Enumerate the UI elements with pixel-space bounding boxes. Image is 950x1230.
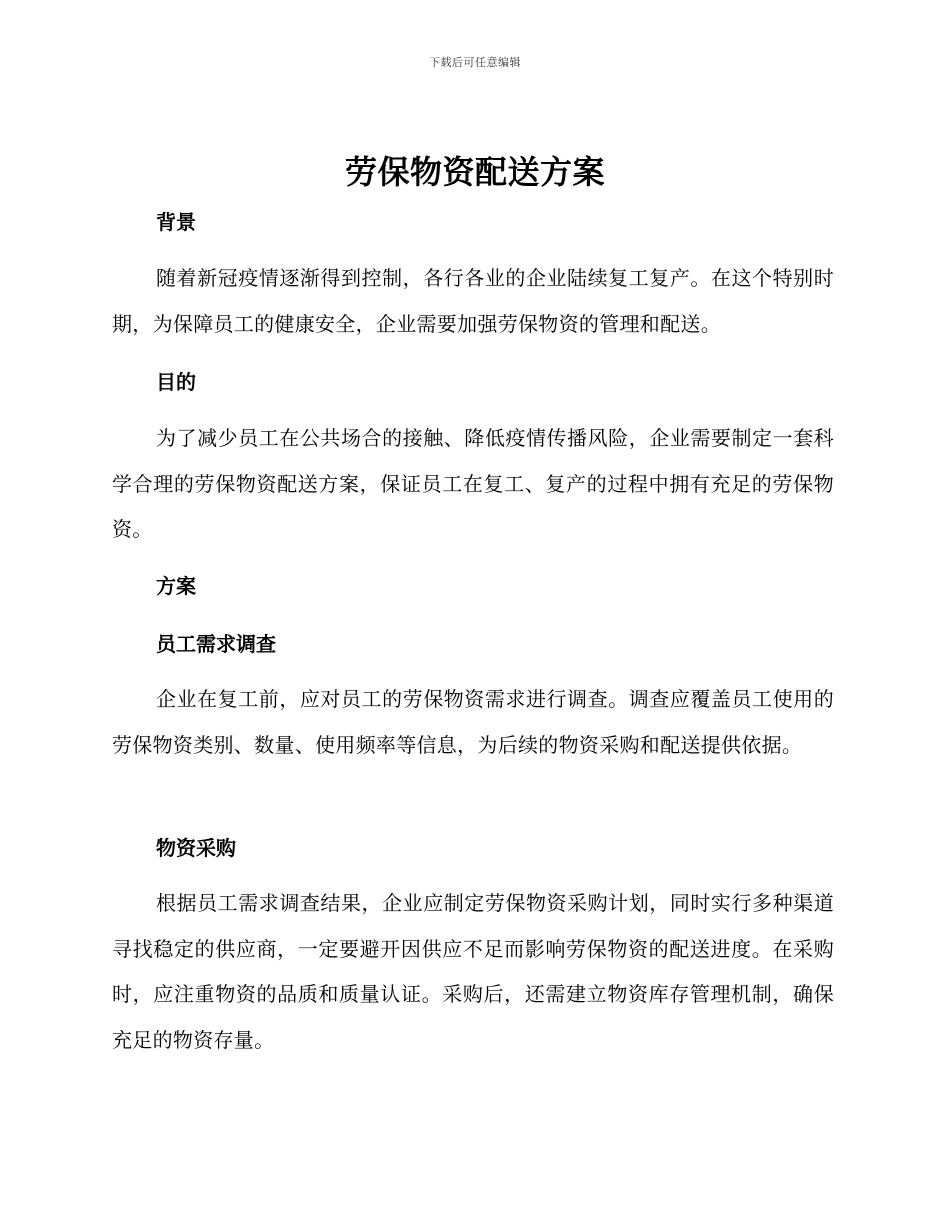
- header-note: 下载后可任意编辑: [429, 56, 521, 69]
- section-paragraph-purpose: 为了减少员工在公共场合的接触、降低疫情传播风险，企业需要制定一套科学合理的劳保物资配送方案，保证员工在复工、复产的过程中拥有充足的劳保物资。: [112, 426, 834, 541]
- section-paragraph-procurement: 根据员工需求调查结果，企业应制定劳保物资采购计划，同时实行多种渠道寻找稳定的供应商，一定要避开因供应不足而影响劳保物资的配送进度。在采购时，应注重物资的品质和质量认证。采购后，还需建立物资库存管理机制，确保充足的物资存量。: [112, 891, 834, 1052]
- section-heading-plan: 方案: [156, 574, 196, 598]
- section-heading-background: 背景: [156, 210, 196, 234]
- section-heading-procurement: 物资采购: [156, 836, 236, 860]
- document-title: 劳保物资配送方案: [344, 153, 605, 191]
- section-heading-survey: 员工需求调查: [156, 632, 276, 656]
- section-paragraph-survey: 企业在复工前，应对员工的劳保物资需求进行调查。调查应覆盖员工使用的劳保物资类别、数量、使用频率等信息，为后续的物资采购和配送提供依据。: [112, 687, 834, 757]
- section-heading-purpose: 目的: [156, 370, 196, 394]
- section-paragraph-background: 随着新冠疫情逐渐得到控制，各行各业的企业陆续复工复产。在这个特别时期，为保障员工的健康安全，企业需要加强劳保物资的管理和配送。: [112, 266, 834, 336]
